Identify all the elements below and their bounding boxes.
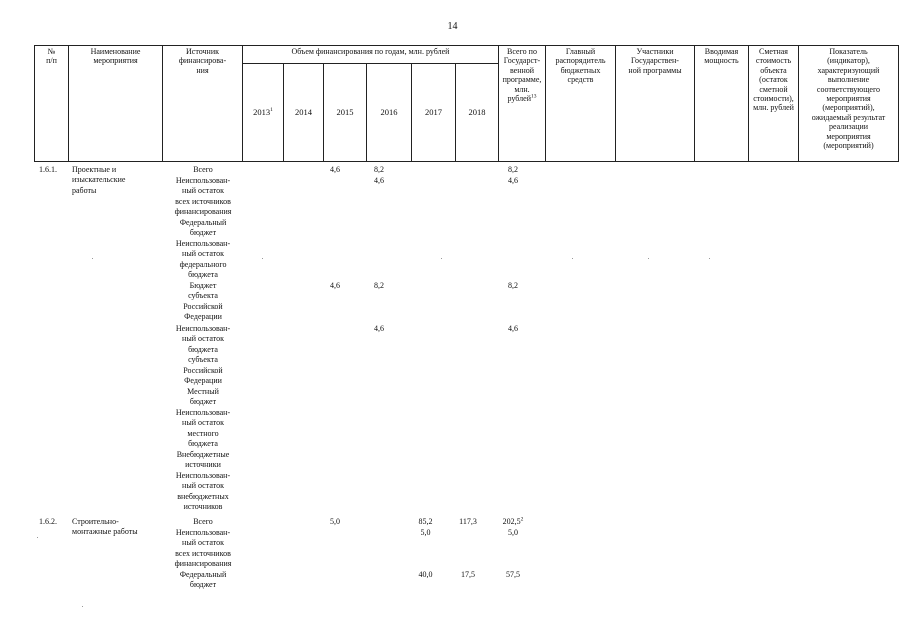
row-source: Неиспользован- ный остаток всех источников финансирования: [174, 528, 232, 569]
row-source: Неиспользован- ный остаток внебюджетных источников: [175, 471, 231, 512]
page-number: 14: [447, 21, 458, 32]
row-source: Неиспользован- ный остаток федерального бюджета: [175, 239, 231, 280]
header-name: Наименование мероприятия: [69, 46, 163, 162]
row-value-2016: 8,2: [374, 281, 384, 290]
row-value-2017: 40,0: [418, 570, 433, 579]
row-source: Местный бюджет: [187, 387, 219, 407]
row-source: Всего: [193, 165, 213, 174]
row-name: Строительно- монтажные работы: [72, 517, 138, 537]
header-year-2018: 2018: [456, 64, 499, 162]
scan-speck: [37, 537, 38, 538]
header-participants: Участники Государствен- ной программы: [616, 46, 695, 162]
scan-speck: [441, 258, 442, 259]
scan-speck: [262, 258, 263, 259]
header-volume: Объем финансирования по годам, млн. рублей: [243, 46, 499, 64]
header-num: № п/п: [35, 46, 69, 162]
row-value-2015: 5,0: [330, 517, 340, 526]
row-total: 5,0: [508, 528, 518, 537]
row-source: Федеральный бюджет: [179, 218, 227, 238]
scan-speck: [572, 258, 573, 259]
row-value-2015: 4,6: [330, 281, 340, 290]
row-total: 4,6: [508, 324, 518, 333]
row-source: Неиспользован- ный остаток бюджета субъекта Российской Федерации: [175, 324, 231, 386]
scan-speck: [648, 258, 649, 259]
row-source: Неиспользован- ный остаток всех источников финансирования: [174, 176, 232, 217]
row-source: Федеральный бюджет: [179, 570, 227, 590]
row-total-sup: 2: [520, 516, 524, 523]
row-source: Внебюджетные источники: [176, 450, 230, 470]
header-admin: Главный распорядитель бюджетных средств: [546, 46, 616, 162]
header-year-2017: 2017: [412, 64, 456, 162]
row-value-2015: 4,6: [330, 165, 340, 174]
scan-speck: [92, 258, 93, 259]
row-name: Проектные и изыскательские работы: [72, 165, 126, 195]
header-cost: Сметная стоимость объекта (остаток сметной стоимости), млн. рублей: [749, 46, 799, 162]
table-header: [34, 45, 899, 162]
header-year-2015: 2015: [324, 64, 367, 162]
row-source: Всего: [193, 517, 213, 526]
row-total: 8,2: [508, 281, 518, 290]
header-total-sup: 13: [530, 93, 537, 100]
row-total: 8,2: [508, 165, 518, 174]
row-value-2018: 17,5: [461, 570, 475, 579]
row-source: Неиспользован- ный остаток местного бюджета: [175, 408, 231, 449]
row-num: 1.6.1.: [39, 165, 57, 174]
row-value-2016: 8,2: [374, 165, 384, 174]
header-indicator: Показатель (индикатор), характеризующий выполнение соответствующего мероприятия (мероприятий), ожидаемый результат реализации мероприятия (мероприятий): [799, 46, 899, 162]
row-value-2016: 4,6: [374, 324, 384, 333]
row-value-2017: 5,0: [420, 528, 431, 537]
scan-speck: [709, 258, 710, 259]
header-source: Источник финансирова- ния: [163, 46, 243, 162]
row-total: 202,5$^2$: [502, 516, 524, 526]
row-value-2018: 117,3: [459, 517, 477, 526]
header-total-text: Всего по Государст- венной программе, млн. рублей: [502, 47, 542, 104]
row-source: Бюджет субъекта Российской Федерации: [183, 281, 223, 322]
row-total: 57,5: [506, 570, 520, 579]
row-total: 4,6: [508, 176, 518, 185]
row-value-2017: 85,2: [418, 517, 433, 526]
header-capacity: Вводимая мощность: [695, 46, 749, 162]
header-total: [499, 46, 546, 162]
year-2013-sup: 1: [270, 106, 273, 113]
row-value-2016: 4,6: [374, 176, 384, 185]
header-year-2013: 2013$^1$: [243, 64, 284, 162]
row-num: 1.6.2.: [39, 517, 57, 526]
header-year-2014: 2014: [284, 64, 324, 162]
scan-speck: [82, 606, 83, 607]
header-year-2016: 2016: [367, 64, 412, 162]
